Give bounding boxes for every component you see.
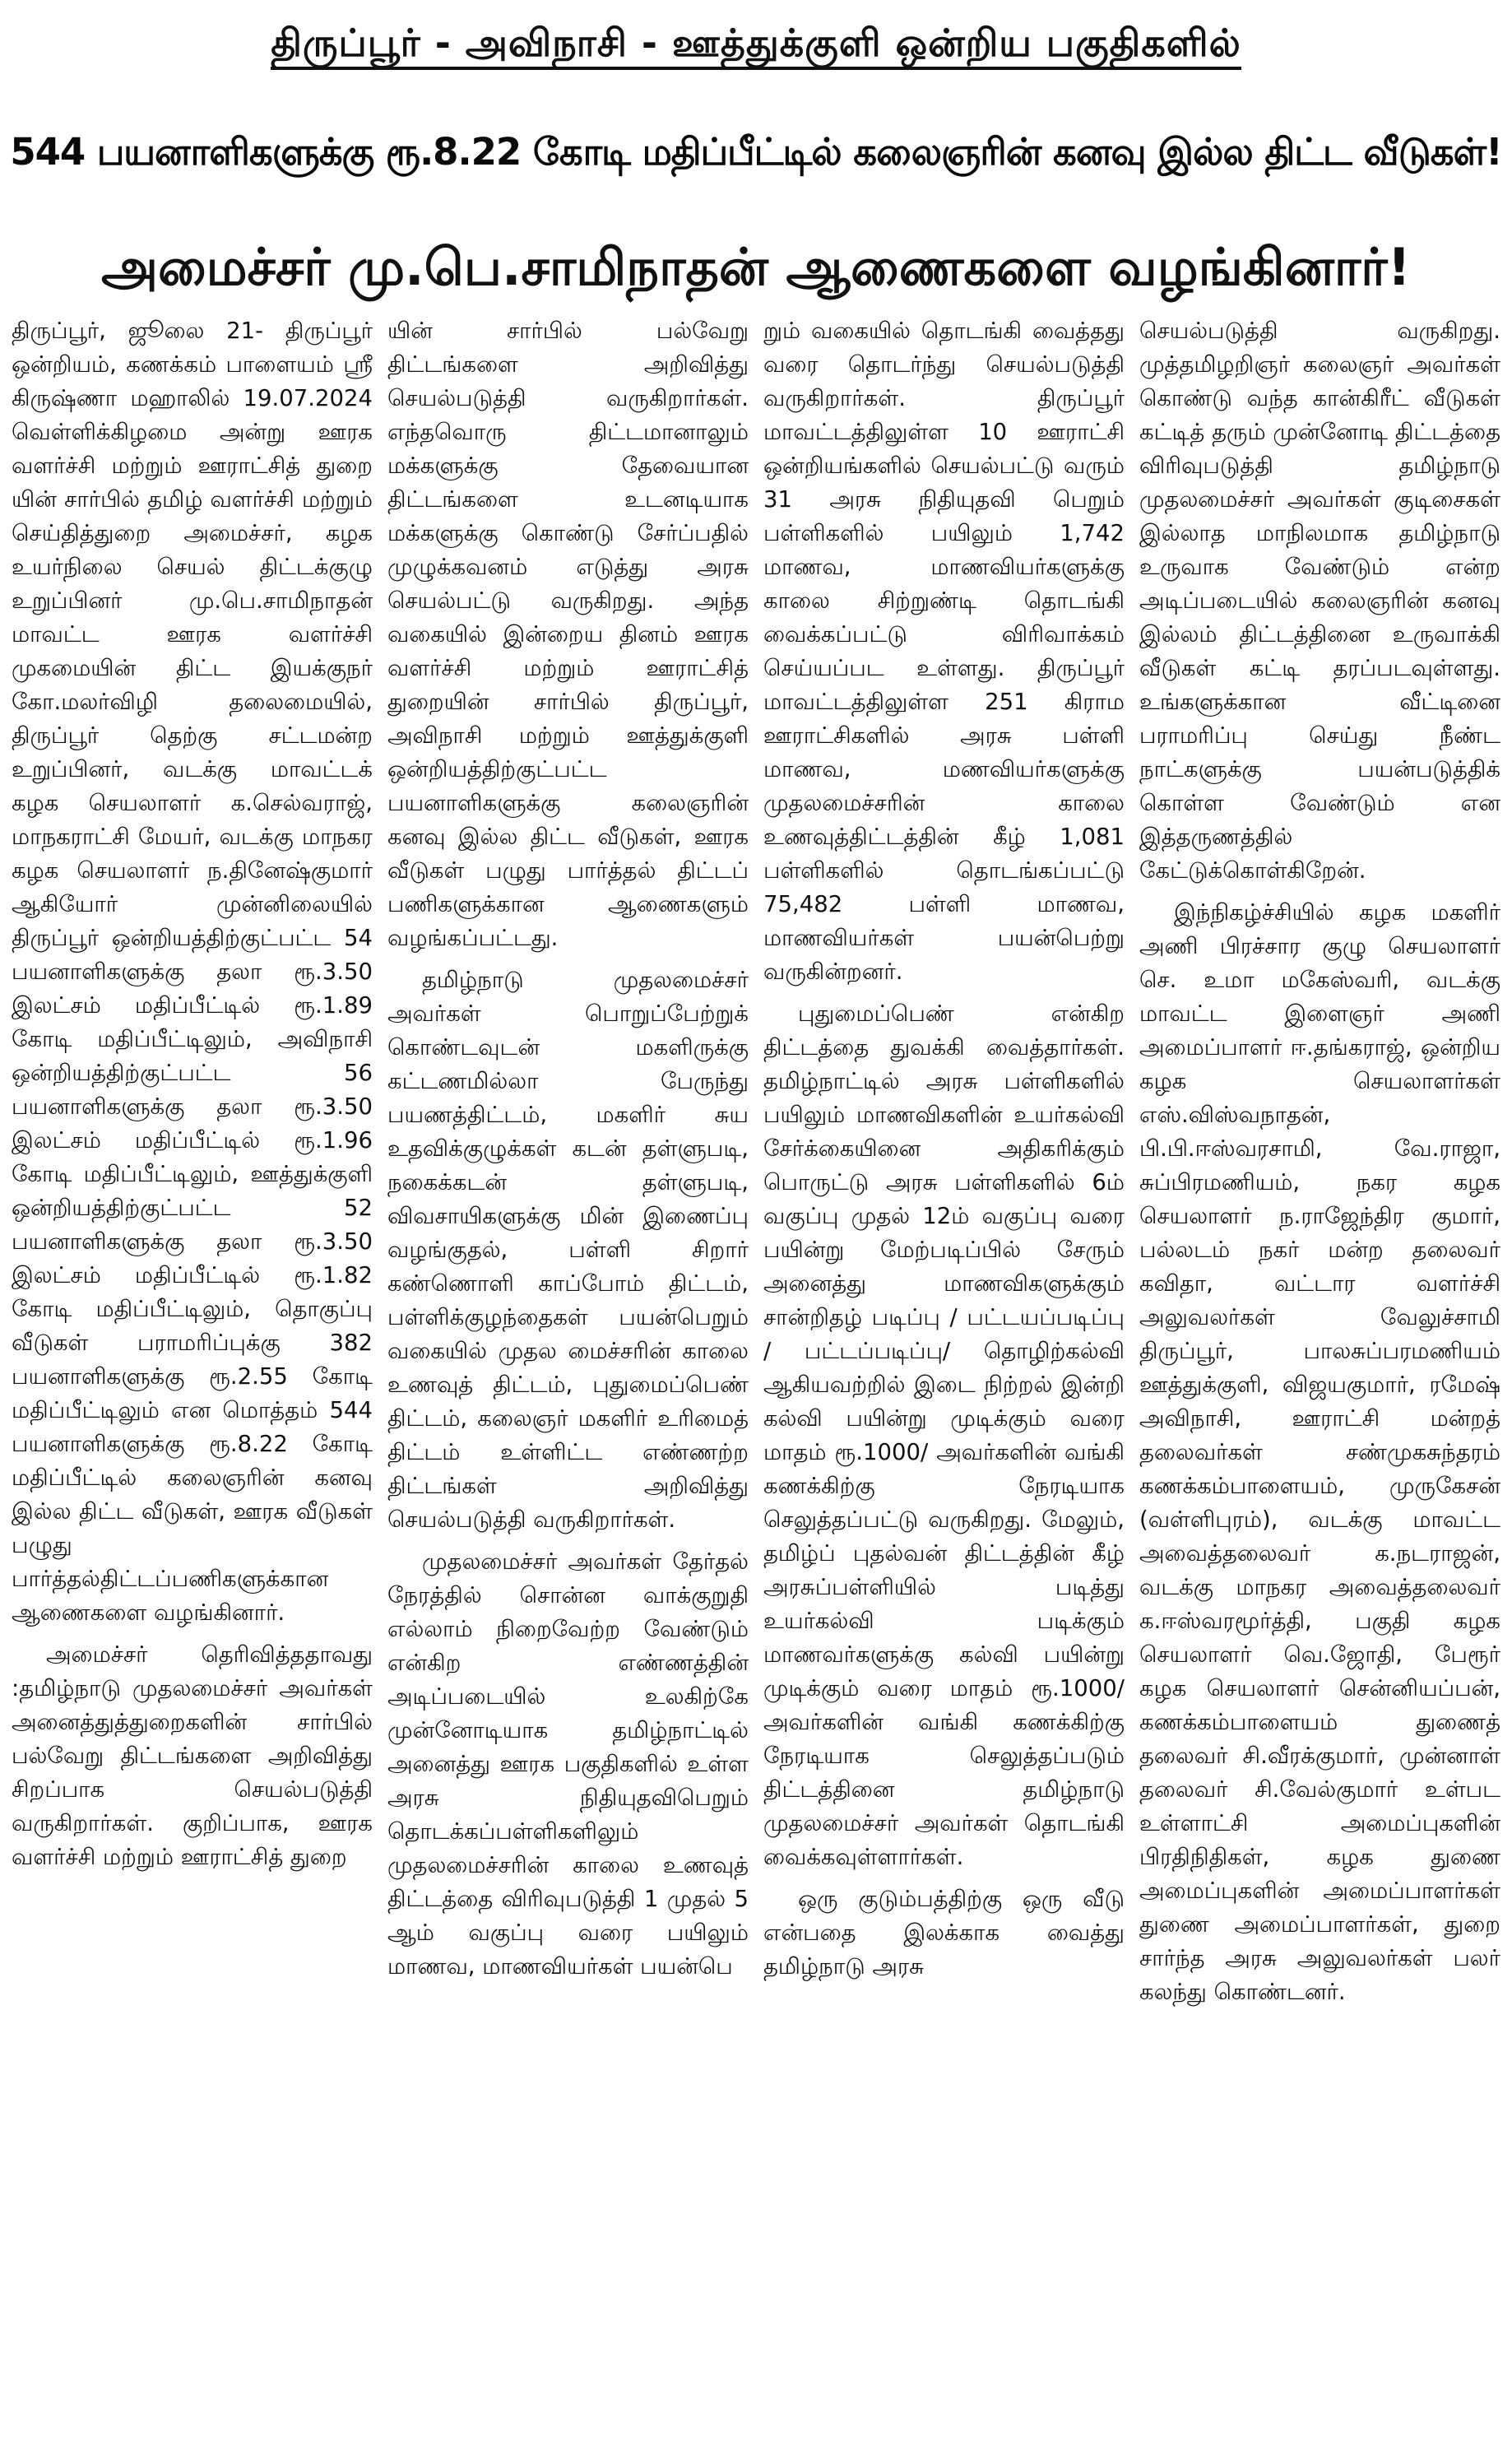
- article-column-3: [763, 314, 1125, 2429]
- article-column-4: [1139, 314, 1500, 2429]
- paragraph: புதுமைப்பெண் என்கிற திட்டத்தை துவக்கி வைத்தார்கள். தமிழ்நாட்டில் அரசு பள்ளிகளில் பயிலும் மாணவிகளின் உயர்கல்வி சேர்க்கையினை அதிகரிக்கும் பொருட்டு அரசு பள்ளிகளில் 6ம் வகுப்பு முதல் 12ம் வகுப்பு வரை பயின்று மேற்படிப்பில் சேரும் அனைத்து மாணவிகளுக்கும் சான்றிதழ் படிப்பு / பட்டயப்படிப்பு / பட்டப்படிப்பு/ தொழிற்கல்வி ஆகியவற்றில் இடை நிற்றல் இன்றி கல்வி பயின்று முடிக்கும் வரை மாதம் ரூ.1000/ அவர்களின் வங்கி கணக்கிற்கு நேரடியாக செலுத்தப்பட்டு வருகிறது. மேலும், தமிழ்ப் புதல்வன் திட்டத்தின் கீழ் அரசுப்பள்ளியில் படித்து உயர்கல்வி படிக்கும் மாணவர்களுக்கு கல்வி பயின்று முடிக்கும் வரை மாதம் ரூ.1000/ அவர்களின் வங்கி கணக்கிற்கு நேரடியாக செலுத்தப்படும் திட்டத்தினை தமிழ்நாடு முதலமைச்சர் அவர்கள் தொடங்கி வைக்கவுள்ளார்கள்.: [763, 1000, 1125, 1870]
- paragraph: ஒரு குடும்பத்திற்கு ஒரு வீடு என்பதை இலக்காக வைத்து தமிழ்நாடு அரசு: [763, 1886, 1125, 1980]
- article-columns: [12, 314, 1500, 2429]
- article-column-2: [387, 314, 749, 2429]
- kicker-line: [0, 8, 1512, 77]
- paragraph: செயல்படுத்தி வருகிறது. முத்தமிழறிஞர் கலைஞர் அவர்கள் கொண்டு வந்த கான்கிரீட் வீடுகள் கட்டித் தரும் முன்னோடி திட்டத்தை விரிவுபடுத்தி தமிழ்நாடு முதலமைச்சர் அவர்கள் குடிசைகள் இல்லாத மாநிலமாக தமிழ்நாடு உருவாக வேண்டும் என்ற அடிப்படையில் கலைஞரின் கனவு இல்லம் திட்டத்தினை உருவாக்கி வீடுகள் கட்டி தரப்படவுள்ளது. உங்களுக்கான வீட்டினை பராமரிப்பு செய்து நீண்ட நாட்களுக்கு பயன்படுத்திக் கொள்ள வேண்டும் என இத்தருணத்தில் கேட்டுக்கொள்கிறேன்.: [1139, 318, 1500, 884]
- paragraph: யின் சார்பில் பல்வேறு திட்டங்களை அறிவித்து செயல்படுத்தி வருகிறார்கள். எந்தவொரு திட்டமானாலும் மக்களுக்கு தேவையான திட்டங்களை உடனடியாக மக்களுக்கு கொண்டு சேர்ப்பதில் முழுக்கவனம் எடுத்து அரசு செயல்பட்டு வருகிறது. அந்த வகையில் இன்றைய தினம் ஊரக வளர்ச்சி மற்றும் ஊராட்சித் துறையின் சார்பில் திருப்பூர், அவிநாசி மற்றும் ஊத்துக்குளி ஒன்றியத்திற்குட்பட்ட பயனாளிகளுக்கு கலைஞரின் கனவு இல்ல திட்ட வீடுகள், ஊரக வீடுகள் பழுது பார்த்தல் திட்டப் பணிகளுக்கான ஆணைகளும் வழங்கப்பட்டது.: [387, 318, 749, 951]
- paragraph: திருப்பூர், ஜூலை 21- திருப்பூர் ஒன்றியம், கணக்கம் பாளையம் ஸ்ரீ கிருஷ்ணா மஹாலில் 19.07.2024 வெள்ளிக்கிழமை அன்று ஊரக வளர்ச்சி மற்றும் ஊராட்சித் துறை யின் சார்பில் தமிழ் வளர்ச்சி மற்றும் செய்தித்துறை அமைச்சர், கழக உயர்நிலை செயல் திட்டக்குழு உறுப்பினர் மு.பெ.சாமிநாதன் மாவட்ட ஊரக வளர்ச்சி முகமையின் திட்ட இயக்குநர் கோ.மலர்விழி தலைமையில், திருப்பூர் தெற்கு சட்டமன்ற உறுப்பினர், வடக்கு மாவட்டக் கழக செயலாளர் க.செல்வராஜ், மாநகராட்சி மேயர், வடக்கு மாநகர கழக செயலாளர் ந.தினேஷ்குமார் ஆகியோர் முன்னிலையில் திருப்பூர் ஒன்றியத்திற்குட்பட்ட 54 பயனாளிகளுக்கு தலா ரூ.3.50 இலட்சம் மதிப்பீட்டில் ரூ.1.89 கோடி மதிப்பீட்டிலும், அவிநாசி ஒன்றியத்திற்குட்பட்ட 56 பயனாளிகளுக்கு தலா ரூ.3.50 இலட்சம் மதிப்பீட்டில் ரூ.1.96 கோடி மதிப்பீட்டிலும், ஊத்துக்குளி ஒன்றியத்திற்குட்பட்ட 52 பயனாளிகளுக்கு தலா ரூ.3.50 இலட்சம் மதிப்பீட்டில் ரூ.1.82 கோடி மதிப்பீட்டிலும், தொகுப்பு வீடுகள் பராமரிப்புக்கு 382 பயனாளிகளுக்கு ரூ.2.55 கோடி மதிப்பீட்டிலும் என மொத்தம் 544 பயனாளிகளுக்கு ரூ.8.22 கோடி மதிப்பீட்டில் கலைஞரின் கனவு இல்ல திட்ட வீடுகள், ஊரக வீடுகள் பழுது பார்த்தல்திட்டப்பணிகளுக்கான ஆணைகளை வழங்கினார்.: [12, 318, 373, 1626]
- paragraph: தமிழ்நாடு முதலமைச்சர் அவர்கள் பொறுப்பேற்றுக் கொண்டவுடன் மகளிருக்கு கட்டணமில்லா பேருந்து பயணத்திட்டம், மகளிர் சுய உதவிக்குழுக்கள் கடன் தள்ளுபடி, நகைக்கடன் தள்ளுபடி, விவசாயிகளுக்கு மின் இணைப்பு வழங்குதல், பள்ளி சிறார் கண்ணொளி காப்போம் திட்டம், பள்ளிக்குழந்தைகள் பயன்பெறும் வகையில் முதல மைச்சரின் காலை உணவுத் திட்டம், புதுமைப்பெண் திட்டம், கலைஞர் மகளிர் உரிமைத் திட்டம் உள்ளிட்ட எண்ணற்ற திட்டங்கள் அறிவித்து செயல்படுத்தி வருகிறார்கள்.: [387, 967, 749, 1533]
- paragraph: அமைச்சர் தெரிவித்ததாவது :தமிழ்நாடு முதலமைச்சர் அவர்கள் அனைத்துத்துறைகளின் சார்பில் பல்வேறு திட்டங்களை அறிவித்து சிறப்பாக செயல்படுத்தி வருகிறார்கள். குறிப்பாக, ஊரக வளர்ச்சி மற்றும் ஊராட்சித் துறை: [12, 1641, 373, 1870]
- kicker-text: திருப்பூர் - அவிநாசி - ஊத்துக்குளி ஒன்றிய பகுதிகளில்: [271, 21, 1241, 70]
- subheadline: அமைச்சர் மு.பெ.சாமிநாதன் ஆணைகளை வழங்கினார்!: [101, 237, 1411, 297]
- paragraph: முதலமைச்சர் அவர்கள் தேர்தல் நேரத்தில் சொன்ன வாக்குறுதி எல்லாம் நிறைவேற்ற வேண்டும் என்கிற எண்ணத்தின் அடிப்படையில் உலகிற்கே முன்னோடியாக தமிழ்நாட்டில் அனைத்து ஊரக பகுதிகளில் உள்ள அரசு நிதியுதவிபெறும் தொடக்கப்பள்ளிகளிலும் முதலமைச்சரின் காலை உணவுத் திட்டத்தை விரிவுபடுத்தி 1 முதல் 5 ஆம் வகுப்பு வரை பயிலும் மாணவ, மாணவியர்கள் பயன்பெ: [387, 1548, 749, 1980]
- paragraph: இந்நிகழ்ச்சியில் கழக மகளிர் அணி பிரச்சார குழு செயலாளர் செ. உமா மகேஸ்வரி, வடக்கு மாவட்ட இளைஞர் அணி அமைப்பாளர் ஈ.தங்கராஜ், ஒன்றிய கழக செயலாளர்கள் எஸ்.விஸ்வநாதன், பி.பி.ஈஸ்வரசாமி, வே.ராஜா, சுப்பிரமணியம், நகர கழக செயலாளர் ந.ராஜேந்திர குமார், பல்லடம் நகர் மன்ற தலைவர் கவிதா, வட்டார வளர்ச்சி அலுவலர்கள் வேலுச்சாமி திருப்பூர், பாலசுப்பரமணியம் ஊத்துக்குளி, விஜயகுமார், ரமேஷ் அவிநாசி, ஊராட்சி மன்றத் தலைவர்கள் சண்முகசுந்தரம் கணக்கம்பாளையம், முருகேசன் (வள்ளிபுரம்), வடக்கு மாவட்ட அவைத்தலைவர் க.நடராஜன், வடக்கு மாநகர அவைத்தலைவர் க.ஈஸ்வரமூர்த்தி, பகுதி கழக செயலாளர் வெ.ஜோதி, பேரூர் கழக செயலாளர் சென்னியப்பன், கணக்கம்பாளையம் துணைத் தலைவர் சி.வீரக்குமார், முன்னாள் தலைவர் சி.வேல்குமார் உள்பட உள்ளாட்சி அமைப்புகளின் பிரதிநிதிகள், கழக துணை அமைப்புகளின் அமைப்பாளர்கள் துணை அமைப்பாளர்கள், துறை சார்ந்த அரசு அலுவலர்கள் பலர் கலந்து கொண்டனர்.: [1139, 899, 1500, 2005]
- article-column-1: [12, 314, 373, 2429]
- paragraph: றும் வகையில் தொடங்கி வைத்தது வரை தொடர்ந்து செயல்படுத்தி வருகிறார்கள். திருப்பூர் மாவட்டத்திலுள்ள 10 ஊராட்சி ஒன்றியங்களில் செயல்பட்டு வரும் 31 அரசு நிதியுதவி பெறும் பள்ளிகளில் பயிலும் 1,742 மாணவ, மாணவியர்களுக்கு காலை சிற்றுண்டி தொடங்கி வைக்கப்பட்டு விரிவாக்கம் செய்யப்பட உள்ளது. திருப்பூர் மாவட்டத்திலுள்ள 251 கிராம ஊராட்சிகளில் அரசு பள்ளி மாணவ, மணவியர்களுக்கு முதலமைச்சரின் காலை உணவுத்திட்டத்தின் கீழ் 1,081 பள்ளிகளில் தொடங்கப்பட்டு 75,482 பள்ளி மாணவ, மாணவியர்கள் பயன்பெற்று வருகின்றனர்.: [763, 318, 1125, 985]
- headline: 544 பயனாளிகளுக்கு ரூ.8.22 கோடி மதிப்பீட்டில் கலைஞரின் கனவு இல்ல திட்ட வீடுகள்!: [10, 130, 1502, 174]
